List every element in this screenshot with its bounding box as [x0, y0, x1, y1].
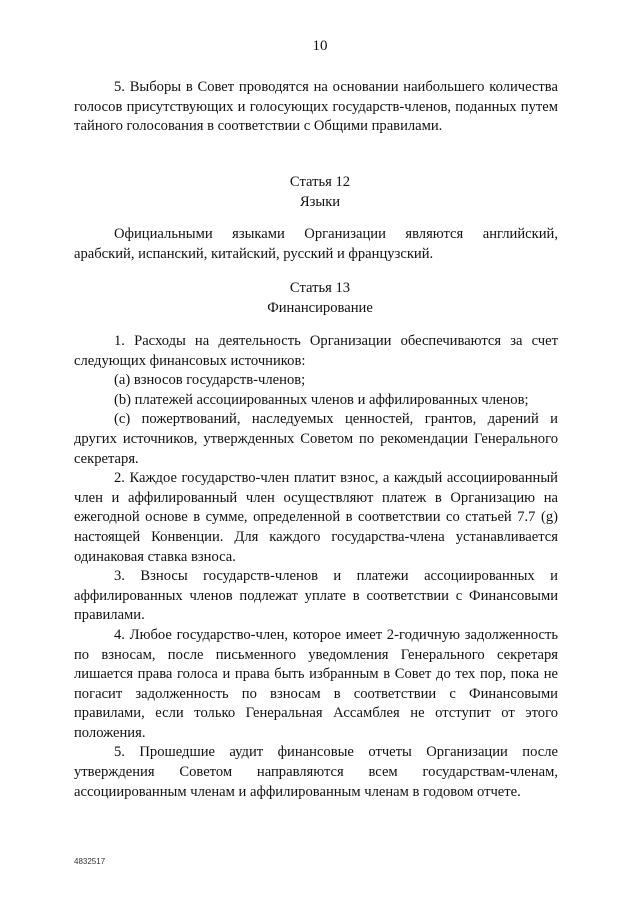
article-13-heading: [0, 278, 640, 318]
article-13-paragraph-2: 2. Каждое государство-член платит взнос, а каждый ассоциированный член и аффилированный член осуществляют платеж в Организацию на ежегодной основе в сумме, определенной в соответствии со статьей 7.7 (g) настоящей Конвенции. Для каждого государства-члена устанавливается одинаковая ставка взноса.: [74, 470, 558, 565]
article-13-item-b: (b) платежей ассоциированных членов и аффилированных членов;: [114, 391, 529, 408]
article-11-paragraph-5: 5. Выборы в Совет проводятся на основании наибольшего количества голосов присутствующих и голосующих государств-членов, поданных путем тайного голосования в соответствии с Общими правилами.: [74, 79, 558, 135]
article-12-subtitle: Языки: [299, 194, 341, 210]
article-13-paragraph-3: 3. Взносы государств-членов и платежи ассоциированных и аффилированных членов подлежат уплате в соответствии с Финансовыми правилами.: [74, 568, 558, 624]
article-13-item-a: (a) взносов государств-членов;: [114, 372, 306, 389]
article-13-paragraph-1-intro: 1. Расходы на деятельность Организации обеспечиваются за счет следующих финансовых источников:: [74, 333, 558, 369]
page-number: 10: [312, 38, 328, 54]
article-11-paragraph-5-block: [74, 78, 558, 137]
document-code: 4832517: [74, 857, 106, 866]
article-13-title: Статья 13: [289, 280, 351, 296]
article-13-paragraph-5: 5. Прошедшие аудит финансовые отчеты Организации после утверждения Советом направляются всем государствам-членам, ассоциированным членам и аффилированным членам в годовом отчете.: [74, 744, 558, 800]
article-13-subtitle: Финансирование: [267, 300, 373, 316]
article-13-paragraph-4: 4. Любое государство-член, которое имеет 2-годичную задолженность по взносам, после письменного уведомления Генерального секретаря лишается права голоса и права быть избранным в Совет до тех пор, пока не погасит задолженность по взносам в соответствии с Финансовыми правилами, если только Генеральная Ассамблея не отступит от этого положения.: [74, 626, 558, 741]
article-12-text-block: [74, 225, 558, 264]
article-12-title: Статья 12: [289, 174, 351, 190]
article-13-item-c: (c) пожертвований, наследуемых ценностей, грантов, дарений и других источников, утвержденных Советом по рекомендации Генерального секретаря.: [74, 411, 558, 467]
article-13-body: [74, 332, 558, 802]
article-12-heading: [0, 172, 640, 212]
article-12-text: Официальными языками Организации являются английский, арабский, испанский, китайский, русский и французский.: [74, 226, 558, 262]
